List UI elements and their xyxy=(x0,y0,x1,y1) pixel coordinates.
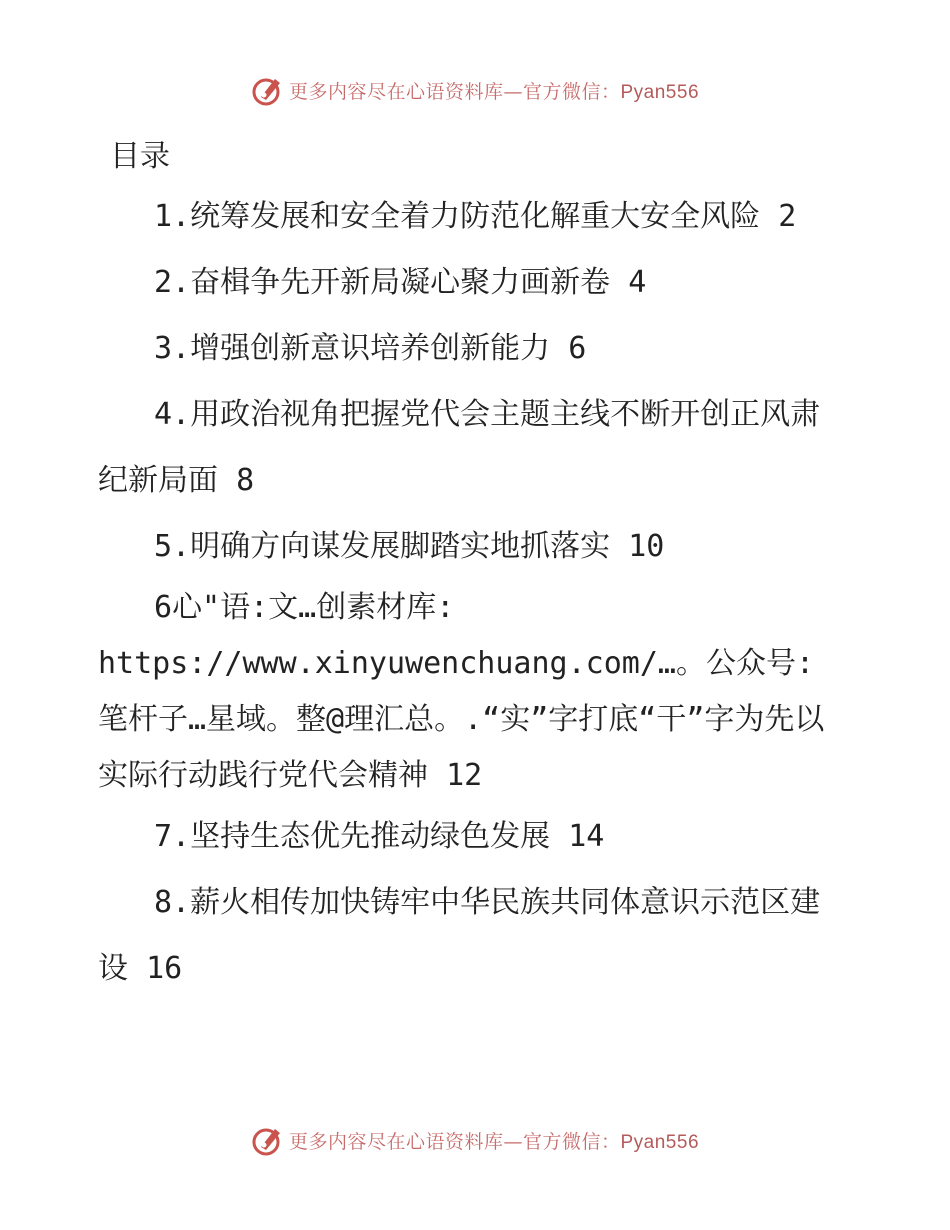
toc-entry-number: 7. xyxy=(154,819,191,854)
toc-entry-title: 统筹发展和安全着力防范化解重大安全风险 xyxy=(190,199,761,234)
toc-entry[interactable] xyxy=(98,580,838,804)
toc-entry-number: 6 xyxy=(154,590,173,625)
toc-entry-page: 6 xyxy=(568,331,587,366)
toc-list xyxy=(98,184,838,1002)
pen-nib-logo-icon xyxy=(251,73,285,107)
toc-entry-title: 增强创新意识培养创新能力 xyxy=(190,331,551,366)
banner-slogan: 更多内容尽在心语资料库—官方微信： xyxy=(288,1130,621,1153)
toc-entry[interactable] xyxy=(98,250,838,316)
toc-entry-title: 用政治视角把握党代会主题主线不断开创正风肃纪新局面 xyxy=(98,397,821,498)
toc-entry-number: 8. xyxy=(154,885,191,920)
toc-entry[interactable] xyxy=(98,382,838,514)
toc-entry[interactable] xyxy=(98,514,838,580)
pen-nib-logo-icon xyxy=(251,1123,285,1157)
toc-entry[interactable] xyxy=(98,316,838,382)
toc-entry[interactable] xyxy=(98,870,838,1002)
toc-entry-number: 2. xyxy=(154,265,191,300)
toc-entry-number: 1. xyxy=(154,199,191,234)
toc-entry-title: 心"语:文…创素材库: https://www.xinyuwenchuang.com/…。公众号: 笔杆子…星域。整@理汇总。.“实”字打底“干”字为先以实际行动践行党代会精神 xyxy=(98,590,825,793)
footer-watermark-banner xyxy=(0,1120,950,1160)
toc-entry-title: 坚持生态优先推动绿色发展 xyxy=(190,819,551,854)
banner-wechat-id: Pyan556 xyxy=(620,81,700,103)
toc-entry-page: 4 xyxy=(628,265,647,300)
toc-entry-page: 10 xyxy=(628,529,665,564)
toc-entry-number: 5. xyxy=(154,529,191,564)
toc-entry-title: 奋楫争先开新局凝心聚力画新卷 xyxy=(190,265,611,300)
toc-entry-page: 14 xyxy=(568,819,605,854)
banner-text xyxy=(289,77,699,104)
document-body xyxy=(98,118,838,1002)
toc-entry[interactable] xyxy=(98,804,838,870)
toc-entry-number: 3. xyxy=(154,331,191,366)
toc-entry[interactable] xyxy=(98,184,838,250)
toc-entry-page: 12 xyxy=(446,758,483,793)
toc-entry-title: 薪火相传加快铸牢中华民族共同体意识示范区建设 xyxy=(98,885,821,986)
toc-entry-page: 8 xyxy=(236,463,255,498)
toc-entry-page: 16 xyxy=(146,951,183,986)
toc-entry-title: 明确方向谋发展脚踏实地抓落实 xyxy=(190,529,611,564)
toc-title: 目录 xyxy=(110,139,170,174)
toc-entry-number: 4. xyxy=(154,397,191,432)
banner-slogan: 更多内容尽在心语资料库—官方微信： xyxy=(288,80,621,103)
toc-entry-page: 2 xyxy=(778,199,797,234)
header-watermark-banner xyxy=(0,70,950,110)
banner-text xyxy=(289,1127,699,1154)
banner-wechat-id: Pyan556 xyxy=(620,1131,700,1153)
